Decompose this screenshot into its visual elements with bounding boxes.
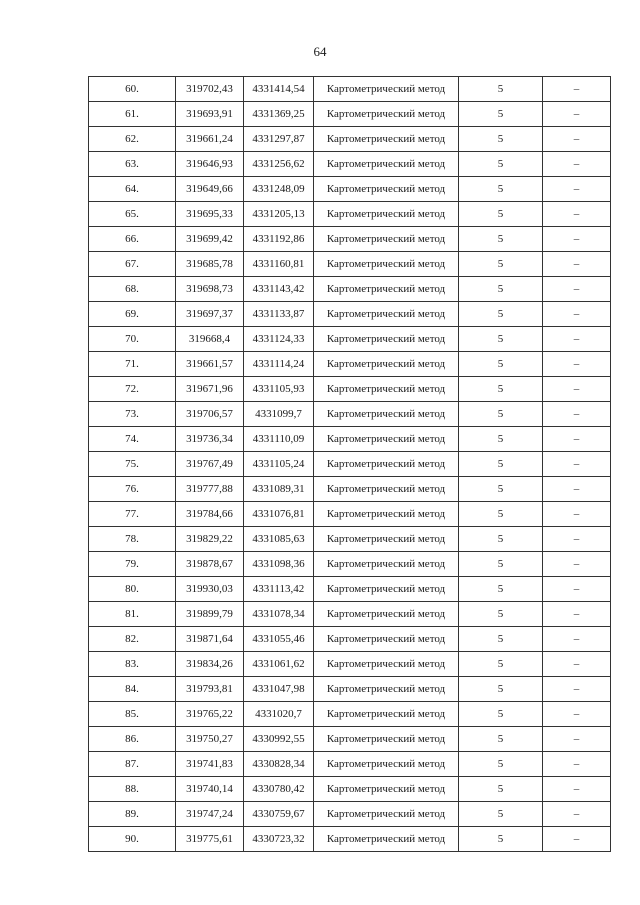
method-cell: Картометрический метод xyxy=(314,702,459,727)
table-row xyxy=(89,452,611,477)
point-number-cell: 74. xyxy=(89,427,176,452)
method-cell: Картометрический метод xyxy=(314,527,459,552)
method-cell: Картометрический метод xyxy=(314,502,459,527)
remark-cell: – xyxy=(543,577,611,602)
method-cell: Картометрический метод xyxy=(314,377,459,402)
y-coordinate-cell: 4330759,67 xyxy=(244,802,314,827)
remark-cell: – xyxy=(543,452,611,477)
remark-cell: – xyxy=(543,227,611,252)
x-coordinate-cell: 319661,24 xyxy=(176,127,244,152)
y-coordinate-cell: 4331110,09 xyxy=(244,427,314,452)
accuracy-cell: 5 xyxy=(459,402,543,427)
remark-cell: – xyxy=(543,702,611,727)
point-number-cell: 65. xyxy=(89,202,176,227)
method-cell: Картометрический метод xyxy=(314,227,459,252)
method-cell: Картометрический метод xyxy=(314,177,459,202)
x-coordinate-cell: 319793,81 xyxy=(176,677,244,702)
y-coordinate-cell: 4331105,93 xyxy=(244,377,314,402)
point-number-cell: 76. xyxy=(89,477,176,502)
remark-cell: – xyxy=(543,152,611,177)
coordinates-table xyxy=(88,76,611,852)
y-coordinate-cell: 4331205,13 xyxy=(244,202,314,227)
x-coordinate-cell: 319767,49 xyxy=(176,452,244,477)
method-cell: Картометрический метод xyxy=(314,752,459,777)
page-number: 64 xyxy=(313,44,327,59)
y-coordinate-cell: 4330723,32 xyxy=(244,827,314,852)
point-number-cell: 69. xyxy=(89,302,176,327)
table-row xyxy=(89,402,611,427)
table-row xyxy=(89,377,611,402)
y-coordinate-cell: 4331020,7 xyxy=(244,702,314,727)
point-number-cell: 80. xyxy=(89,577,176,602)
point-number-cell: 60. xyxy=(89,77,176,102)
accuracy-cell: 5 xyxy=(459,677,543,702)
accuracy-cell: 5 xyxy=(459,502,543,527)
table-row xyxy=(89,627,611,652)
table-row xyxy=(89,727,611,752)
method-cell: Картометрический метод xyxy=(314,777,459,802)
x-coordinate-cell: 319829,22 xyxy=(176,527,244,552)
remark-cell: – xyxy=(543,302,611,327)
point-number-cell: 81. xyxy=(89,602,176,627)
y-coordinate-cell: 4331061,62 xyxy=(244,652,314,677)
y-coordinate-cell: 4331160,81 xyxy=(244,252,314,277)
y-coordinate-cell: 4331248,09 xyxy=(244,177,314,202)
table-row xyxy=(89,227,611,252)
remark-cell: – xyxy=(543,77,611,102)
remark-cell: – xyxy=(543,677,611,702)
x-coordinate-cell: 319695,33 xyxy=(176,202,244,227)
accuracy-cell: 5 xyxy=(459,252,543,277)
point-number-cell: 71. xyxy=(89,352,176,377)
y-coordinate-cell: 4331414,54 xyxy=(244,77,314,102)
x-coordinate-cell: 319661,57 xyxy=(176,352,244,377)
method-cell: Картометрический метод xyxy=(314,402,459,427)
accuracy-cell: 5 xyxy=(459,552,543,577)
point-number-cell: 70. xyxy=(89,327,176,352)
x-coordinate-cell: 319834,26 xyxy=(176,652,244,677)
remark-cell: – xyxy=(543,777,611,802)
x-coordinate-cell: 319697,37 xyxy=(176,302,244,327)
method-cell: Картометрический метод xyxy=(314,302,459,327)
method-cell: Картометрический метод xyxy=(314,352,459,377)
x-coordinate-cell: 319899,79 xyxy=(176,602,244,627)
point-number-cell: 77. xyxy=(89,502,176,527)
accuracy-cell: 5 xyxy=(459,802,543,827)
point-number-cell: 73. xyxy=(89,402,176,427)
remark-cell: – xyxy=(543,602,611,627)
x-coordinate-cell: 319699,42 xyxy=(176,227,244,252)
accuracy-cell: 5 xyxy=(459,127,543,152)
point-number-cell: 66. xyxy=(89,227,176,252)
table-row xyxy=(89,752,611,777)
table-row xyxy=(89,327,611,352)
table-row xyxy=(89,427,611,452)
accuracy-cell: 5 xyxy=(459,777,543,802)
point-number-cell: 63. xyxy=(89,152,176,177)
remark-cell: – xyxy=(543,402,611,427)
accuracy-cell: 5 xyxy=(459,327,543,352)
method-cell: Картометрический метод xyxy=(314,427,459,452)
remark-cell: – xyxy=(543,652,611,677)
table-row xyxy=(89,177,611,202)
y-coordinate-cell: 4331114,24 xyxy=(244,352,314,377)
y-coordinate-cell: 4330780,42 xyxy=(244,777,314,802)
remark-cell: – xyxy=(543,752,611,777)
accuracy-cell: 5 xyxy=(459,702,543,727)
y-coordinate-cell: 4331098,36 xyxy=(244,552,314,577)
x-coordinate-cell: 319671,96 xyxy=(176,377,244,402)
y-coordinate-cell: 4331297,87 xyxy=(244,127,314,152)
remark-cell: – xyxy=(543,552,611,577)
method-cell: Картометрический метод xyxy=(314,102,459,127)
x-coordinate-cell: 319693,91 xyxy=(176,102,244,127)
x-coordinate-cell: 319871,64 xyxy=(176,627,244,652)
table-row xyxy=(89,552,611,577)
y-coordinate-cell: 4331192,86 xyxy=(244,227,314,252)
x-coordinate-cell: 319750,27 xyxy=(176,727,244,752)
accuracy-cell: 5 xyxy=(459,352,543,377)
table-row xyxy=(89,652,611,677)
remark-cell: – xyxy=(543,427,611,452)
remark-cell: – xyxy=(543,352,611,377)
remark-cell: – xyxy=(543,202,611,227)
remark-cell: – xyxy=(543,802,611,827)
remark-cell: – xyxy=(543,377,611,402)
point-number-cell: 82. xyxy=(89,627,176,652)
x-coordinate-cell: 319775,61 xyxy=(176,827,244,852)
x-coordinate-cell: 319706,57 xyxy=(176,402,244,427)
table-row xyxy=(89,202,611,227)
y-coordinate-cell: 4331369,25 xyxy=(244,102,314,127)
method-cell: Картометрический метод xyxy=(314,677,459,702)
x-coordinate-cell: 319741,83 xyxy=(176,752,244,777)
method-cell: Картометрический метод xyxy=(314,202,459,227)
y-coordinate-cell: 4331047,98 xyxy=(244,677,314,702)
remark-cell: – xyxy=(543,827,611,852)
table-row xyxy=(89,602,611,627)
accuracy-cell: 5 xyxy=(459,377,543,402)
table-row xyxy=(89,277,611,302)
point-number-cell: 78. xyxy=(89,527,176,552)
remark-cell: – xyxy=(543,277,611,302)
remark-cell: – xyxy=(543,102,611,127)
accuracy-cell: 5 xyxy=(459,627,543,652)
y-coordinate-cell: 4331076,81 xyxy=(244,502,314,527)
table-row xyxy=(89,827,611,852)
method-cell: Картометрический метод xyxy=(314,127,459,152)
method-cell: Картометрический метод xyxy=(314,452,459,477)
accuracy-cell: 5 xyxy=(459,152,543,177)
remark-cell: – xyxy=(543,527,611,552)
accuracy-cell: 5 xyxy=(459,652,543,677)
accuracy-cell: 5 xyxy=(459,527,543,552)
remark-cell: – xyxy=(543,727,611,752)
x-coordinate-cell: 319668,4 xyxy=(176,327,244,352)
method-cell: Картометрический метод xyxy=(314,477,459,502)
table-row xyxy=(89,352,611,377)
y-coordinate-cell: 4331099,7 xyxy=(244,402,314,427)
remark-cell: – xyxy=(543,477,611,502)
method-cell: Картометрический метод xyxy=(314,827,459,852)
table-row xyxy=(89,527,611,552)
x-coordinate-cell: 319646,93 xyxy=(176,152,244,177)
accuracy-cell: 5 xyxy=(459,577,543,602)
x-coordinate-cell: 319736,34 xyxy=(176,427,244,452)
y-coordinate-cell: 4331113,42 xyxy=(244,577,314,602)
point-number-cell: 88. xyxy=(89,777,176,802)
point-number-cell: 79. xyxy=(89,552,176,577)
accuracy-cell: 5 xyxy=(459,277,543,302)
table-row xyxy=(89,127,611,152)
y-coordinate-cell: 4331143,42 xyxy=(244,277,314,302)
y-coordinate-cell: 4331089,31 xyxy=(244,477,314,502)
point-number-cell: 90. xyxy=(89,827,176,852)
y-coordinate-cell: 4330992,55 xyxy=(244,727,314,752)
table-row xyxy=(89,77,611,102)
table-row xyxy=(89,302,611,327)
x-coordinate-cell: 319784,66 xyxy=(176,502,244,527)
y-coordinate-cell: 4331256,62 xyxy=(244,152,314,177)
y-coordinate-cell: 4331085,63 xyxy=(244,527,314,552)
accuracy-cell: 5 xyxy=(459,102,543,127)
accuracy-cell: 5 xyxy=(459,302,543,327)
point-number-cell: 62. xyxy=(89,127,176,152)
method-cell: Картометрический метод xyxy=(314,77,459,102)
method-cell: Картометрический метод xyxy=(314,327,459,352)
accuracy-cell: 5 xyxy=(459,452,543,477)
table-row xyxy=(89,577,611,602)
point-number-cell: 89. xyxy=(89,802,176,827)
remark-cell: – xyxy=(543,252,611,277)
x-coordinate-cell: 319930,03 xyxy=(176,577,244,602)
remark-cell: – xyxy=(543,127,611,152)
accuracy-cell: 5 xyxy=(459,202,543,227)
method-cell: Картометрический метод xyxy=(314,577,459,602)
y-coordinate-cell: 4331133,87 xyxy=(244,302,314,327)
x-coordinate-cell: 319878,67 xyxy=(176,552,244,577)
method-cell: Картометрический метод xyxy=(314,552,459,577)
point-number-cell: 84. xyxy=(89,677,176,702)
point-number-cell: 64. xyxy=(89,177,176,202)
table-row xyxy=(89,802,611,827)
table-row xyxy=(89,702,611,727)
accuracy-cell: 5 xyxy=(459,477,543,502)
x-coordinate-cell: 319747,24 xyxy=(176,802,244,827)
accuracy-cell: 5 xyxy=(459,427,543,452)
point-number-cell: 68. xyxy=(89,277,176,302)
table-row xyxy=(89,777,611,802)
accuracy-cell: 5 xyxy=(459,227,543,252)
y-coordinate-cell: 4330828,34 xyxy=(244,752,314,777)
point-number-cell: 83. xyxy=(89,652,176,677)
point-number-cell: 86. xyxy=(89,727,176,752)
table-row xyxy=(89,502,611,527)
x-coordinate-cell: 319702,43 xyxy=(176,77,244,102)
method-cell: Картометрический метод xyxy=(314,152,459,177)
method-cell: Картометрический метод xyxy=(314,652,459,677)
point-number-cell: 67. xyxy=(89,252,176,277)
x-coordinate-cell: 319777,88 xyxy=(176,477,244,502)
accuracy-cell: 5 xyxy=(459,602,543,627)
accuracy-cell: 5 xyxy=(459,827,543,852)
remark-cell: – xyxy=(543,627,611,652)
y-coordinate-cell: 4331124,33 xyxy=(244,327,314,352)
remark-cell: – xyxy=(543,177,611,202)
table-row xyxy=(89,477,611,502)
table-row xyxy=(89,102,611,127)
x-coordinate-cell: 319740,14 xyxy=(176,777,244,802)
point-number-cell: 72. xyxy=(89,377,176,402)
y-coordinate-cell: 4331055,46 xyxy=(244,627,314,652)
point-number-cell: 61. xyxy=(89,102,176,127)
point-number-cell: 87. xyxy=(89,752,176,777)
x-coordinate-cell: 319649,66 xyxy=(176,177,244,202)
method-cell: Картометрический метод xyxy=(314,277,459,302)
table-row xyxy=(89,152,611,177)
x-coordinate-cell: 319698,73 xyxy=(176,277,244,302)
y-coordinate-cell: 4331078,34 xyxy=(244,602,314,627)
x-coordinate-cell: 319685,78 xyxy=(176,252,244,277)
accuracy-cell: 5 xyxy=(459,752,543,777)
x-coordinate-cell: 319765,22 xyxy=(176,702,244,727)
method-cell: Картометрический метод xyxy=(314,252,459,277)
remark-cell: – xyxy=(543,327,611,352)
method-cell: Картометрический метод xyxy=(314,602,459,627)
method-cell: Картометрический метод xyxy=(314,727,459,752)
table-row xyxy=(89,252,611,277)
table-row xyxy=(89,677,611,702)
accuracy-cell: 5 xyxy=(459,77,543,102)
point-number-cell: 75. xyxy=(89,452,176,477)
remark-cell: – xyxy=(543,502,611,527)
method-cell: Картометрический метод xyxy=(314,802,459,827)
point-number-cell: 85. xyxy=(89,702,176,727)
y-coordinate-cell: 4331105,24 xyxy=(244,452,314,477)
accuracy-cell: 5 xyxy=(459,727,543,752)
coordinates-table-body xyxy=(89,77,611,852)
method-cell: Картометрический метод xyxy=(314,627,459,652)
accuracy-cell: 5 xyxy=(459,177,543,202)
